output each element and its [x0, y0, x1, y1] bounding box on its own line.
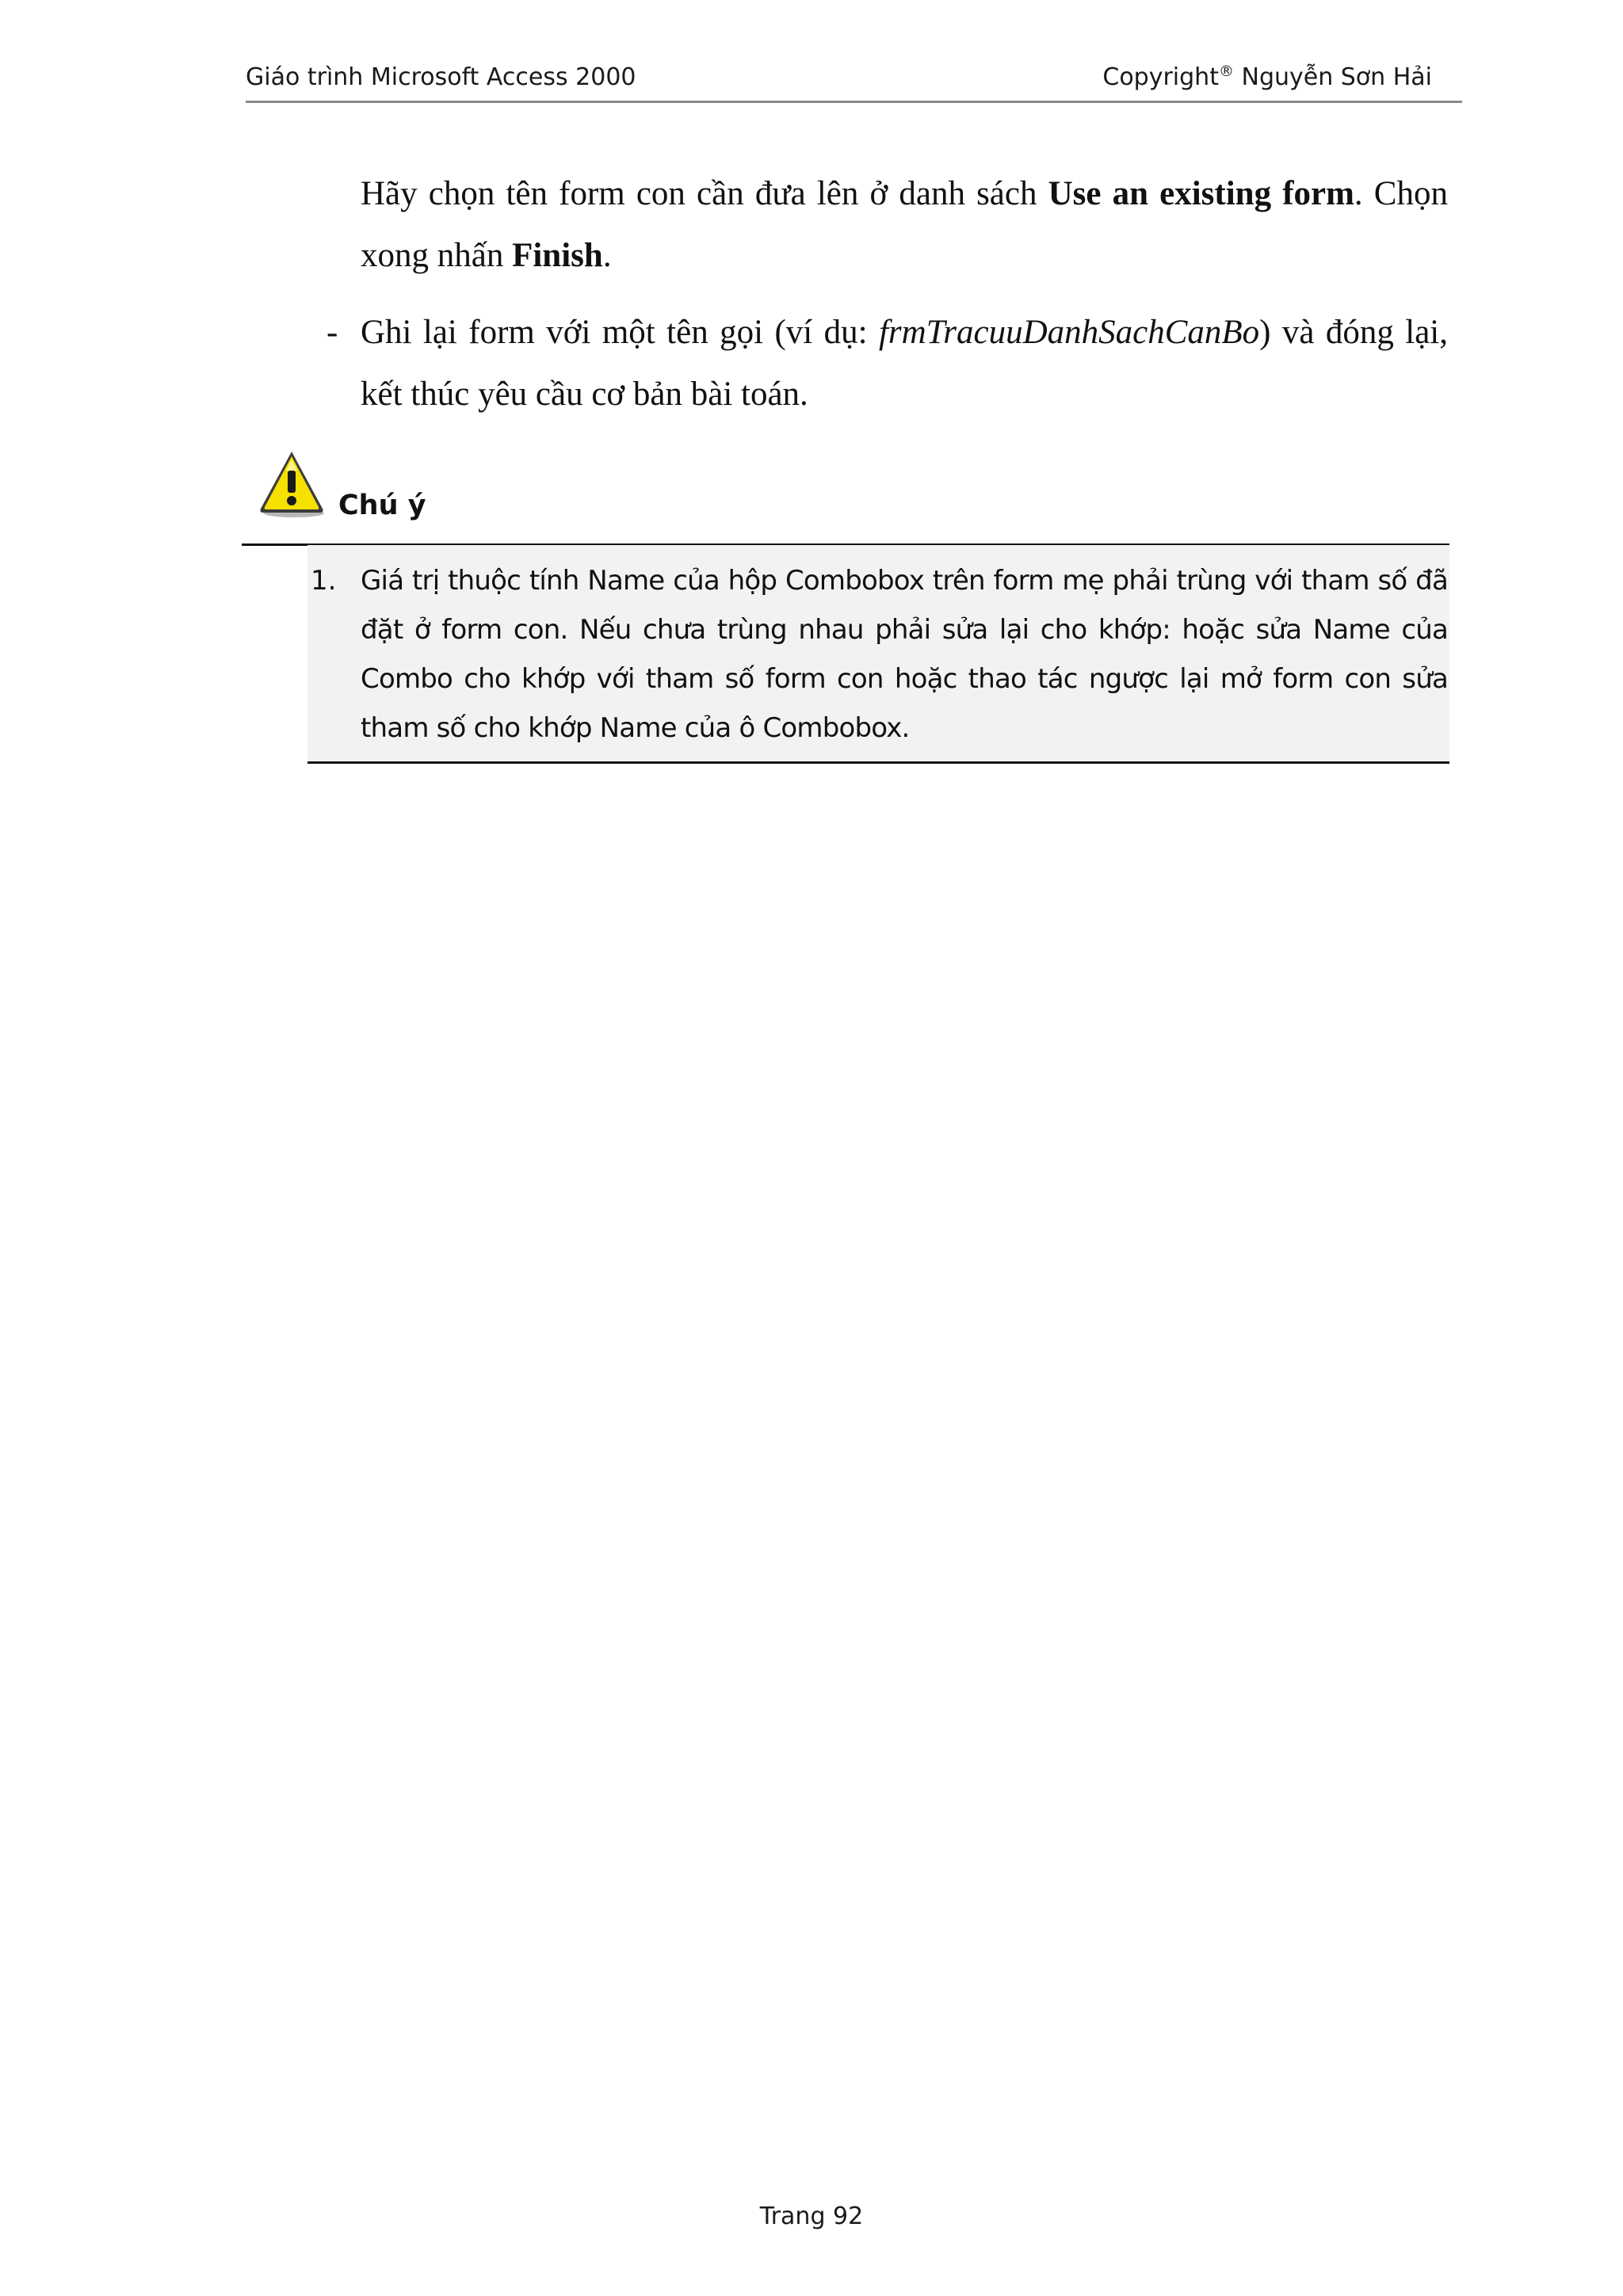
paragraph-text: Hãy chọn tên form con cần đưa lên ở danh sách [361, 175, 1048, 212]
header-copyright [1102, 63, 1432, 91]
paragraph-text: Ghi lại form với một tên gọi (ví dụ: [361, 314, 879, 351]
option-name: Use an existing form [1048, 175, 1354, 212]
form-name-example: frmTracuuDanhSachCanBo [878, 314, 1260, 351]
paragraph-text: ) và đóng lại, kết thúc yêu cầu cơ bản bài toán. [361, 314, 1448, 413]
author-name: Nguyễn Sơn Hải [1233, 63, 1432, 91]
header-title: Giáo trình Microsoft Access 2000 [246, 63, 636, 91]
copyright-label: Copyright [1102, 63, 1219, 91]
save-form-paragraph [361, 302, 1448, 425]
note-bottom-rule [307, 761, 1449, 764]
page-number: Trang 92 [759, 2203, 864, 2230]
button-name: Finish [512, 237, 603, 274]
page-header [246, 63, 1462, 101]
note-item-text: Giá trị thuộc tính Name của hộp Combobox trên form mẹ phải trùng với tham số đã đặt ở form con. Nếu chưa trùng nhau phải sửa lại cho khớp: hoặc sửa Name của Combo cho khớp với tham số form con hoặc thao tác ngược lại mở form con sửa tham số cho khớp Name của ô Combobox. [361, 565, 1448, 744]
paragraph-text: . Chọn xong nhấn [361, 175, 1448, 274]
note-header [258, 448, 575, 528]
warning-icon [258, 448, 326, 520]
instruction-paragraph [361, 163, 1448, 287]
header-divider [246, 101, 1462, 103]
list-dash: - [327, 314, 338, 351]
registered-mark: ® [1218, 63, 1234, 80]
note-item-number: 1. [311, 565, 337, 597]
paragraph-text: . [602, 237, 612, 274]
note-title: Chú ý [338, 490, 426, 521]
